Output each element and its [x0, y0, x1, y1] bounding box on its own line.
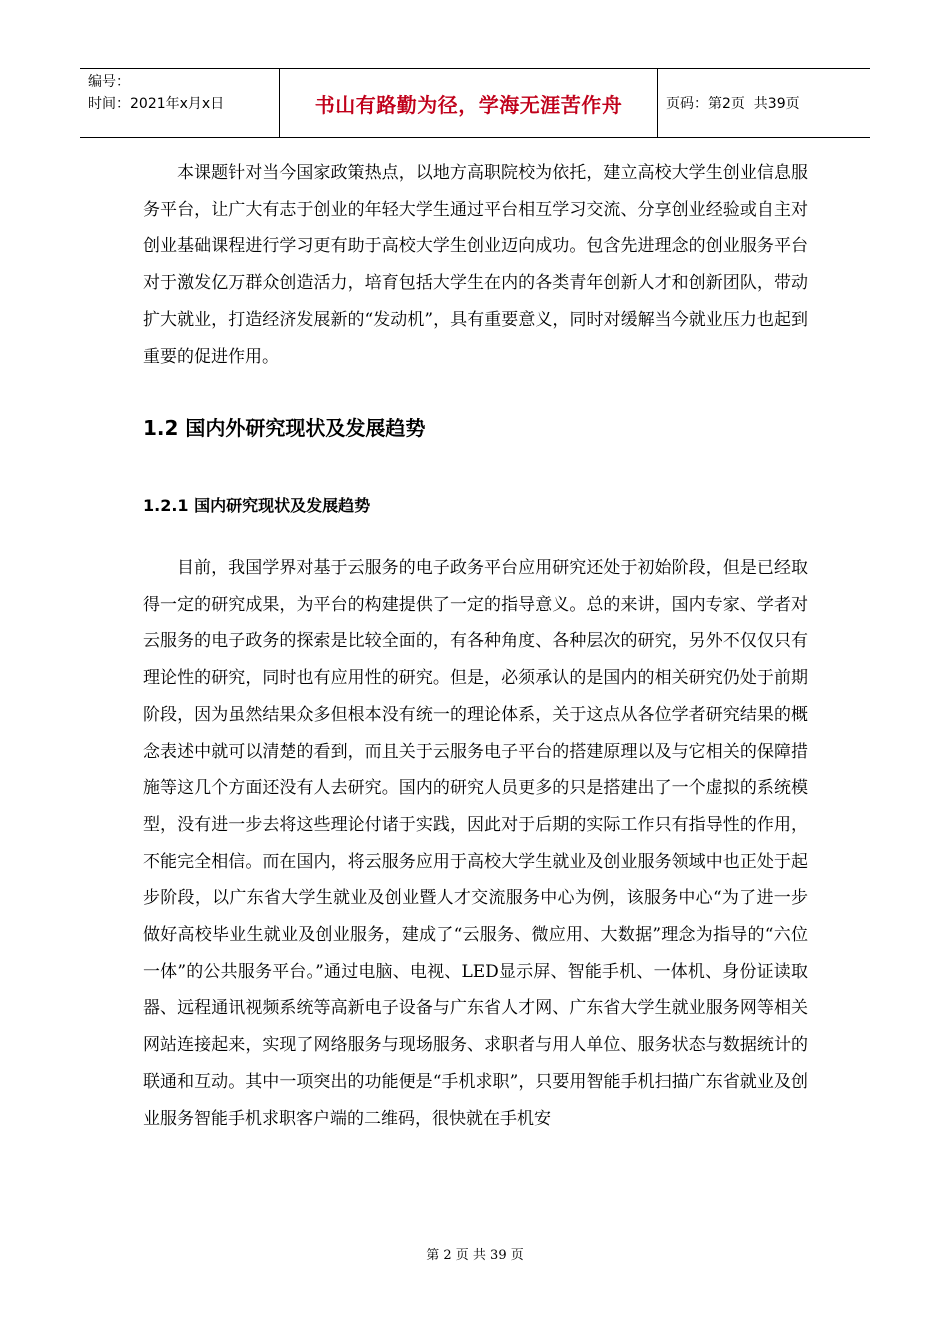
page-footer: 第 2 页 共 39 页	[426, 1248, 524, 1263]
header-meta-cell	[80, 69, 280, 137]
header-motto: 书山有路勤为径，学海无涯苦作舟	[280, 69, 658, 137]
research-paragraph: 目前，我国学界对基于云服务的电子政务平台应用研究还处于初始阶段，但是已经取得一定的研究成果，为平台的构建提供了一定的指导意义。总的来讲，国内专家、学者对云服务的电子政务的探索是比较全面的，有各种角度、各种层次的研究，另外不仅仅只有理论性的研究，同时也有应用性的研究。但是，必须承认的是国内的相关研究仍处于前期阶段，因为虽然结果众多但根本没有统一的理论体系，关于这点从各位学者研究结果的概念表述中就可以清楚的看到，而且关于云服务电子平台的搭建原理以及与它相关的保障措施等这几个方面还没有人去研究。国内的研究人员更多的只是搭建出了一个虚拟的系统模型，没有进一步去将这些理论付诸于实践，因此对于后期的实际工作只有指导性的作用，不能完全相信。而在国内，将云服务应用于高校大学生就业及创业服务领域中也正处于起步阶段，以广东省大学生就业及创业暨人才交流服务中心为例，该服务中心“为了进一步做好高校毕业生就业及创业服务，建成了“云服务、微应用、大数据”理念为指导的“六位一体”的公共服务平台。”通过电脑、电视、LED显示屏、智能手机、一体机、身份证读取器、远程通讯视频系统等高新电子设备与广东省人才网、广东省大学生就业服务网等相关网站连接起来，实现了网络服务与现场服务、求职者与用人单位、服务状态与数据统计的联通和互动。其中一项突出的功能便是“手机求职”，只要用智能手机扫描广东省就业及创业服务智能手机求职客户端的二维码，很快就在手机安	[143, 558, 808, 1129]
document-date-label: 时间：2021年x月x日	[88, 96, 225, 112]
section-heading: 1.2 国内外研究现状及发展趋势	[143, 416, 426, 440]
intro-paragraph: 本课题针对当今国家政策热点，以地方高职院校为依托，建立高校大学生创业信息服务平台，让广大有志于创业的年轻大学生通过平台相互学习交流、分享创业经验或自主对创业基础课程进行学习更有助于高校大学生创业迈向成功。包含先进理念的创业服务平台对于激发亿万群众创造活力，培育包括大学生在内的各类青年创新人才和创新团队，带动扩大就业，打造经济发展新的“发动机”，具有重要意义，同时对缓解当今就业压力也起到重要的促进作用。	[143, 163, 808, 367]
header-page-info: 页码：第2页 共39页	[666, 96, 800, 112]
document-number-label: 编号：	[88, 74, 130, 90]
page-header	[80, 68, 870, 138]
subsection-heading: 1.2.1 国内研究现状及发展趋势	[143, 496, 371, 515]
